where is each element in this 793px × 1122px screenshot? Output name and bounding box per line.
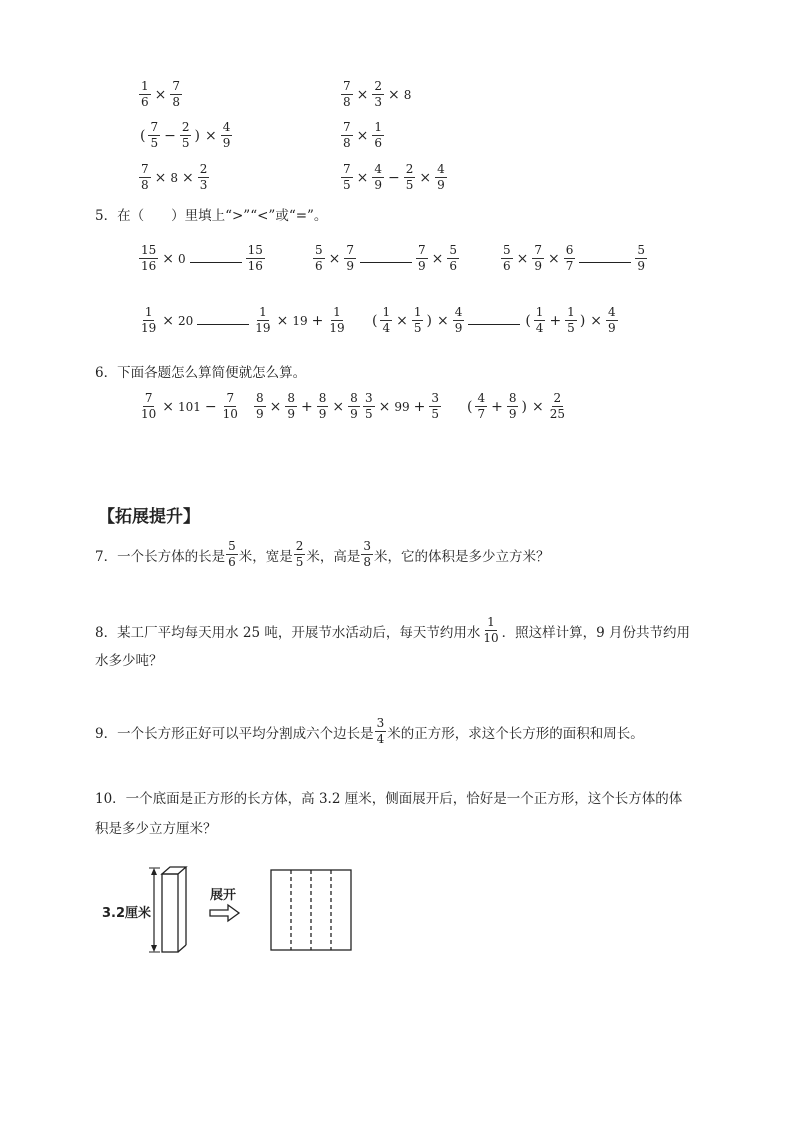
- fraction: $\frac{2}{5}$: [405, 162, 414, 192]
- fraction: $\frac{4}{7}$: [477, 391, 486, 421]
- fraction: $\frac{4}{9}$: [374, 162, 383, 192]
- fraction: $\frac{5}{9}$: [637, 243, 646, 273]
- fraction: $\frac{1}{19}$: [329, 305, 345, 335]
- calc-r1b: $\frac{7}{8}$ × $\frac{2}{3}$ × 8: [343, 79, 412, 109]
- fraction: $\frac{1}{6}$: [374, 120, 383, 150]
- fraction: $\frac{7}{9}$: [534, 243, 543, 273]
- calc-r1a: $\frac{1}{6}$ × $\frac{7}{8}$: [141, 79, 181, 109]
- q8-line2: 水多少吨？: [95, 653, 163, 669]
- fraction: $\frac{3}{5}$: [365, 391, 373, 421]
- answer-blank[interactable]: [468, 324, 520, 325]
- answer-blank[interactable]: [360, 262, 412, 263]
- q10-line1: 10．一个底面是正方形的长方体，高 3.2 厘米，侧面展开后，恰好是一个正方形，这个长方体的体: [95, 791, 683, 807]
- compare-a: $\frac{15}{16}$ × 0 $\frac{15}{16}$: [141, 243, 263, 273]
- fraction: $\frac{7}{8}$: [343, 120, 351, 150]
- fraction: $\frac{7}{8}$: [141, 162, 149, 192]
- section-header: 【拓展提升】: [98, 507, 200, 527]
- fraction: $\frac{8}{9}$: [350, 391, 358, 421]
- calc-r2b: $\frac{7}{8}$ × $\frac{1}{6}$: [343, 120, 383, 150]
- compare-c: $\frac{5}{6}$ × $\frac{7}{9}$ × $\frac{6}{7}$ $\frac{5}{9}$: [503, 243, 646, 273]
- height-label: 3.2厘米: [102, 906, 152, 921]
- fraction: $\frac{2}{3}$: [199, 162, 208, 192]
- answer-blank[interactable]: [197, 324, 249, 325]
- prism-unfold-figure: [100, 862, 360, 957]
- fraction: $\frac{1}{4}$: [535, 305, 544, 335]
- answer-blank[interactable]: [579, 262, 631, 263]
- fraction: $\frac{7}{5}$: [150, 120, 159, 150]
- fraction: $\frac{7}{9}$: [418, 243, 426, 273]
- fraction: $\frac{7}{5}$: [343, 162, 351, 192]
- fraction: $\frac{2}{5}$: [181, 120, 190, 150]
- fraction: $\frac{4}{9}$: [437, 162, 445, 192]
- fraction: $\frac{7}{8}$: [343, 79, 351, 109]
- fraction: $\frac{7}{10}$: [141, 391, 157, 421]
- fraction: $\frac{3}{8}$: [363, 539, 372, 569]
- fraction: $\frac{8}{9}$: [508, 391, 517, 421]
- fraction: $\frac{1}{19}$: [141, 305, 157, 335]
- calc-r2a: ( $\frac{7}{5}$ − $\frac{2}{5}$ ) × $\frac{4}{9}$: [140, 120, 231, 150]
- fraction: $\frac{4}{9}$: [222, 120, 231, 150]
- fraction: $\frac{3}{4}$: [376, 716, 385, 746]
- fraction: $\frac{8}{9}$: [318, 391, 327, 421]
- q10-line2: 积是多少立方厘米？: [95, 821, 217, 837]
- fraction: $\frac{7}{9}$: [346, 243, 355, 273]
- fraction: $\frac{2}{25}$: [549, 391, 565, 421]
- simplify-c: $\frac{3}{5}$ × 99 + $\frac{3}{5}$: [365, 391, 440, 421]
- fraction: $\frac{7}{8}$: [172, 79, 181, 109]
- fraction: $\frac{2}{5}$: [295, 539, 304, 569]
- q6-title: 6．下面各题怎么算简便就怎么算。: [95, 365, 307, 381]
- fraction: $\frac{15}{16}$: [247, 243, 263, 273]
- compare-b: $\frac{5}{6}$ × $\frac{7}{9}$ $\frac{7}{9}$ × $\frac{5}{6}$: [315, 243, 458, 273]
- fraction: $\frac{1}{19}$: [255, 305, 271, 335]
- q5-title: 5．在（ ）里填上“>”“<”或“=”。: [95, 208, 328, 224]
- fraction: $\frac{1}{5}$: [413, 305, 422, 335]
- fraction: $\frac{3}{5}$: [431, 391, 440, 421]
- fraction: $\frac{15}{16}$: [141, 243, 157, 273]
- fraction: $\frac{6}{7}$: [565, 243, 574, 273]
- q9: 9．一个长方形正好可以平均分割成六个边长是 $\frac{3}{4}$ 米的正方形，求这个长方形的面积和周长。: [95, 716, 644, 746]
- fraction: $\frac{1}{6}$: [141, 79, 149, 109]
- simplify-b: $\frac{8}{9}$ × $\frac{8}{9}$ + $\frac{8}{9}$ × $\frac{8}{9}$: [256, 391, 358, 421]
- unfold-label: 展开: [210, 888, 237, 903]
- fraction: $\frac{8}{9}$: [287, 391, 296, 421]
- simplify-d: ( $\frac{4}{7}$ + $\frac{8}{9}$ ) × $\frac{2}{25}$: [467, 391, 565, 421]
- fraction: $\frac{5}{6}$: [449, 243, 458, 273]
- fraction: $\frac{1}{10}$: [483, 615, 499, 645]
- compare-d: $\frac{1}{19}$ × 20 $\frac{1}{19}$ × 19 + $\frac{1}{19}$: [141, 305, 345, 335]
- q8-line1: 8．某工厂平均每天用水 25 吨，开展节水活动后，每天节约用水 $\frac{1}{10}$ ．照这样计算，9 月份共节约用: [95, 615, 691, 645]
- fraction: $\frac{4}{9}$: [454, 305, 463, 335]
- q7: 7．一个长方体的长是 $\frac{5}{6}$ 米，宽是 $\frac{2}{5}$ 米，高是 $\frac{3}{8}$ 米，它的体积是多少立方米？: [95, 539, 550, 569]
- compare-e: ( $\frac{1}{4}$ × $\frac{1}{5}$ ) × $\frac{4}{9}$ ( $\frac{1}{4}$ + $\frac{1}{5}$ ) × $\frac{4}{9}$: [372, 305, 616, 335]
- simplify-a: $\frac{7}{10}$ × 101 − $\frac{7}{10}$: [141, 391, 238, 421]
- fraction: $\frac{7}{10}$: [222, 391, 238, 421]
- fraction: $\frac{5}{6}$: [503, 243, 511, 273]
- calc-r3a: $\frac{7}{8}$ × 8 × $\frac{2}{3}$: [141, 162, 208, 192]
- fraction: $\frac{2}{3}$: [374, 79, 383, 109]
- fraction: $\frac{5}{6}$: [315, 243, 323, 273]
- answer-blank[interactable]: [190, 262, 242, 263]
- fraction: $\frac{8}{9}$: [256, 391, 264, 421]
- fraction: $\frac{5}{6}$: [228, 539, 236, 569]
- fraction: $\frac{1}{5}$: [567, 305, 575, 335]
- fraction: $\frac{1}{4}$: [382, 305, 391, 335]
- calc-r3b: $\frac{7}{5}$ × $\frac{4}{9}$ − $\frac{2}{5}$ × $\frac{4}{9}$: [343, 162, 445, 192]
- fraction: $\frac{4}{9}$: [608, 305, 616, 335]
